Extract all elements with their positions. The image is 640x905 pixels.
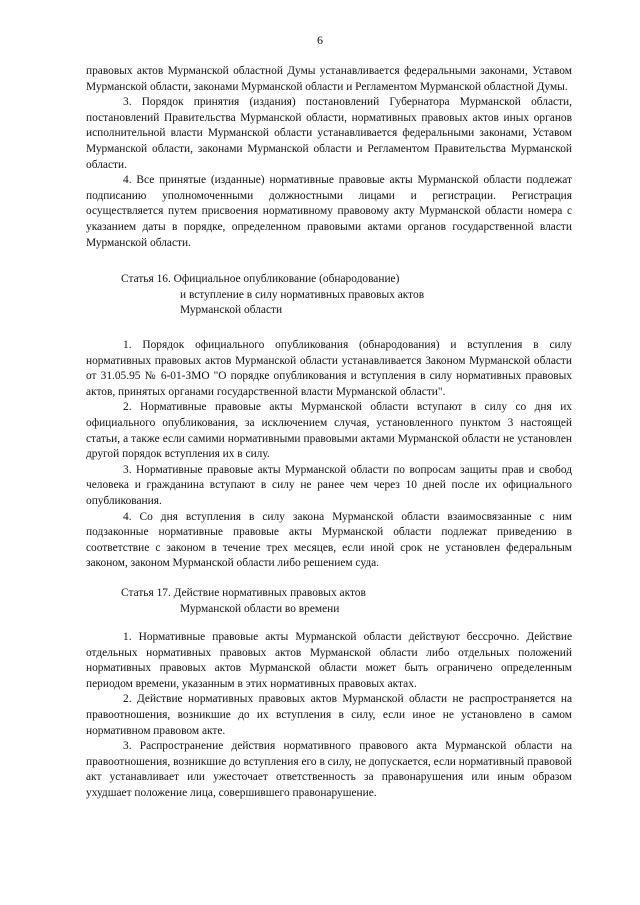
paragraph: 2. Действие нормативных правовых актов Мурманской области не распространяется на правоотношения, возникшие до их вступления в силу, если иное не установлено в самом нормативном правовом акте. xyxy=(86,693,572,737)
heading-line: Статья 17. Действие нормативных правовых актов xyxy=(121,587,366,599)
article17-heading xyxy=(121,586,561,617)
paragraph: 3. Порядок принятия (издания) постановлений Губернатора Мурманской области, постановлений Правительства Мурманской области, нормативных правовых актов иных органов исполнительной власти Мурманской области устанавливается федеральными законами, Уставом Мурманской области, законами Мурманской области и Регламентом Правительства Мурманской области. xyxy=(86,96,572,171)
paragraph: 2. Нормативные правовые акты Мурманской области вступают в силу со дня их официального опубликования, за исключением случая, установленного пунктом 3 настоящей статьи, а также если самими нормативными правовыми актами Мурманской области не установлен другой порядок вступления их в силу. xyxy=(86,401,572,461)
paragraph: 4. Все принятые (изданные) нормативные правовые акты Мурманской области подлежат подписанию уполномоченными должностными лицами и регистрации. Регистрация осуществляется путем присвоения нормативному правовому акту Мурманской области номера с указанием даты в порядке, определенном правовыми актами органов государственной власти Мурманской области. xyxy=(86,174,572,249)
article16-body xyxy=(86,338,572,572)
article15-continuation xyxy=(86,64,572,251)
heading-line: Статья 16. Официальное опубликование (обнародование) xyxy=(121,273,400,285)
article17-body xyxy=(86,630,572,802)
heading-line: и вступление в силу нормативных правовых актов xyxy=(180,288,425,301)
paragraph: правовых актов Мурманской областной Думы устанавливается федеральными законами, Уставом Мурманской области, законами Мурманской области и Регламентом Мурманской областной Думы. xyxy=(86,65,572,93)
article16-heading xyxy=(121,272,561,319)
heading-line: Мурманской области во времени xyxy=(180,602,340,615)
heading-line: Мурманской области xyxy=(180,304,283,317)
paragraph: 1. Нормативные правовые акты Мурманской области действуют бессрочно. Действие отдельных нормативных правовых актов Мурманской области либо отдельных положений нормативных правовых актов Мурманской области может быть ограничено определенным периодом времени, указанным в этих нормативных правовых актах. xyxy=(86,631,572,690)
paragraph: 3. Распространение действия нормативного правового акта Мурманской области на правоотношения, возникшие до вступления его в силу, не допускается, если нормативный правовой акт устанавливает или ужесточает ответственность за правонарушения или иным образом ухудшает положение лица, совершившего правонарушение. xyxy=(86,740,572,799)
paragraph: 4. Со дня вступления в силу закона Мурманской области взаимосвязанные с ним подзаконные нормативные правовые акты Мурманской области подлежат приведению в соответствие с законом в течение трех месяцев, если иной срок не установлен федеральным законом, законом Мурманской области либо решением суда. xyxy=(86,510,572,570)
paragraph: 3. Нормативные правовые акты Мурманской области по вопросам защиты прав и свобод человека и гражданина вступают в силу не ранее чем через 10 дней после их официального опубликования. xyxy=(86,463,572,507)
paragraph: 1. Порядок официального опубликования (обнародования) и вступления в силу нормативных правовых актов Мурманской области устанавливается Законом Мурманской области от 31.05.95 № 6-01-ЗМО "О порядке опубликования и вступления в силу нормативных правовых актов, принятых органами государственной власти Мурманской области". xyxy=(86,339,572,398)
page-number: 6 xyxy=(317,33,323,47)
